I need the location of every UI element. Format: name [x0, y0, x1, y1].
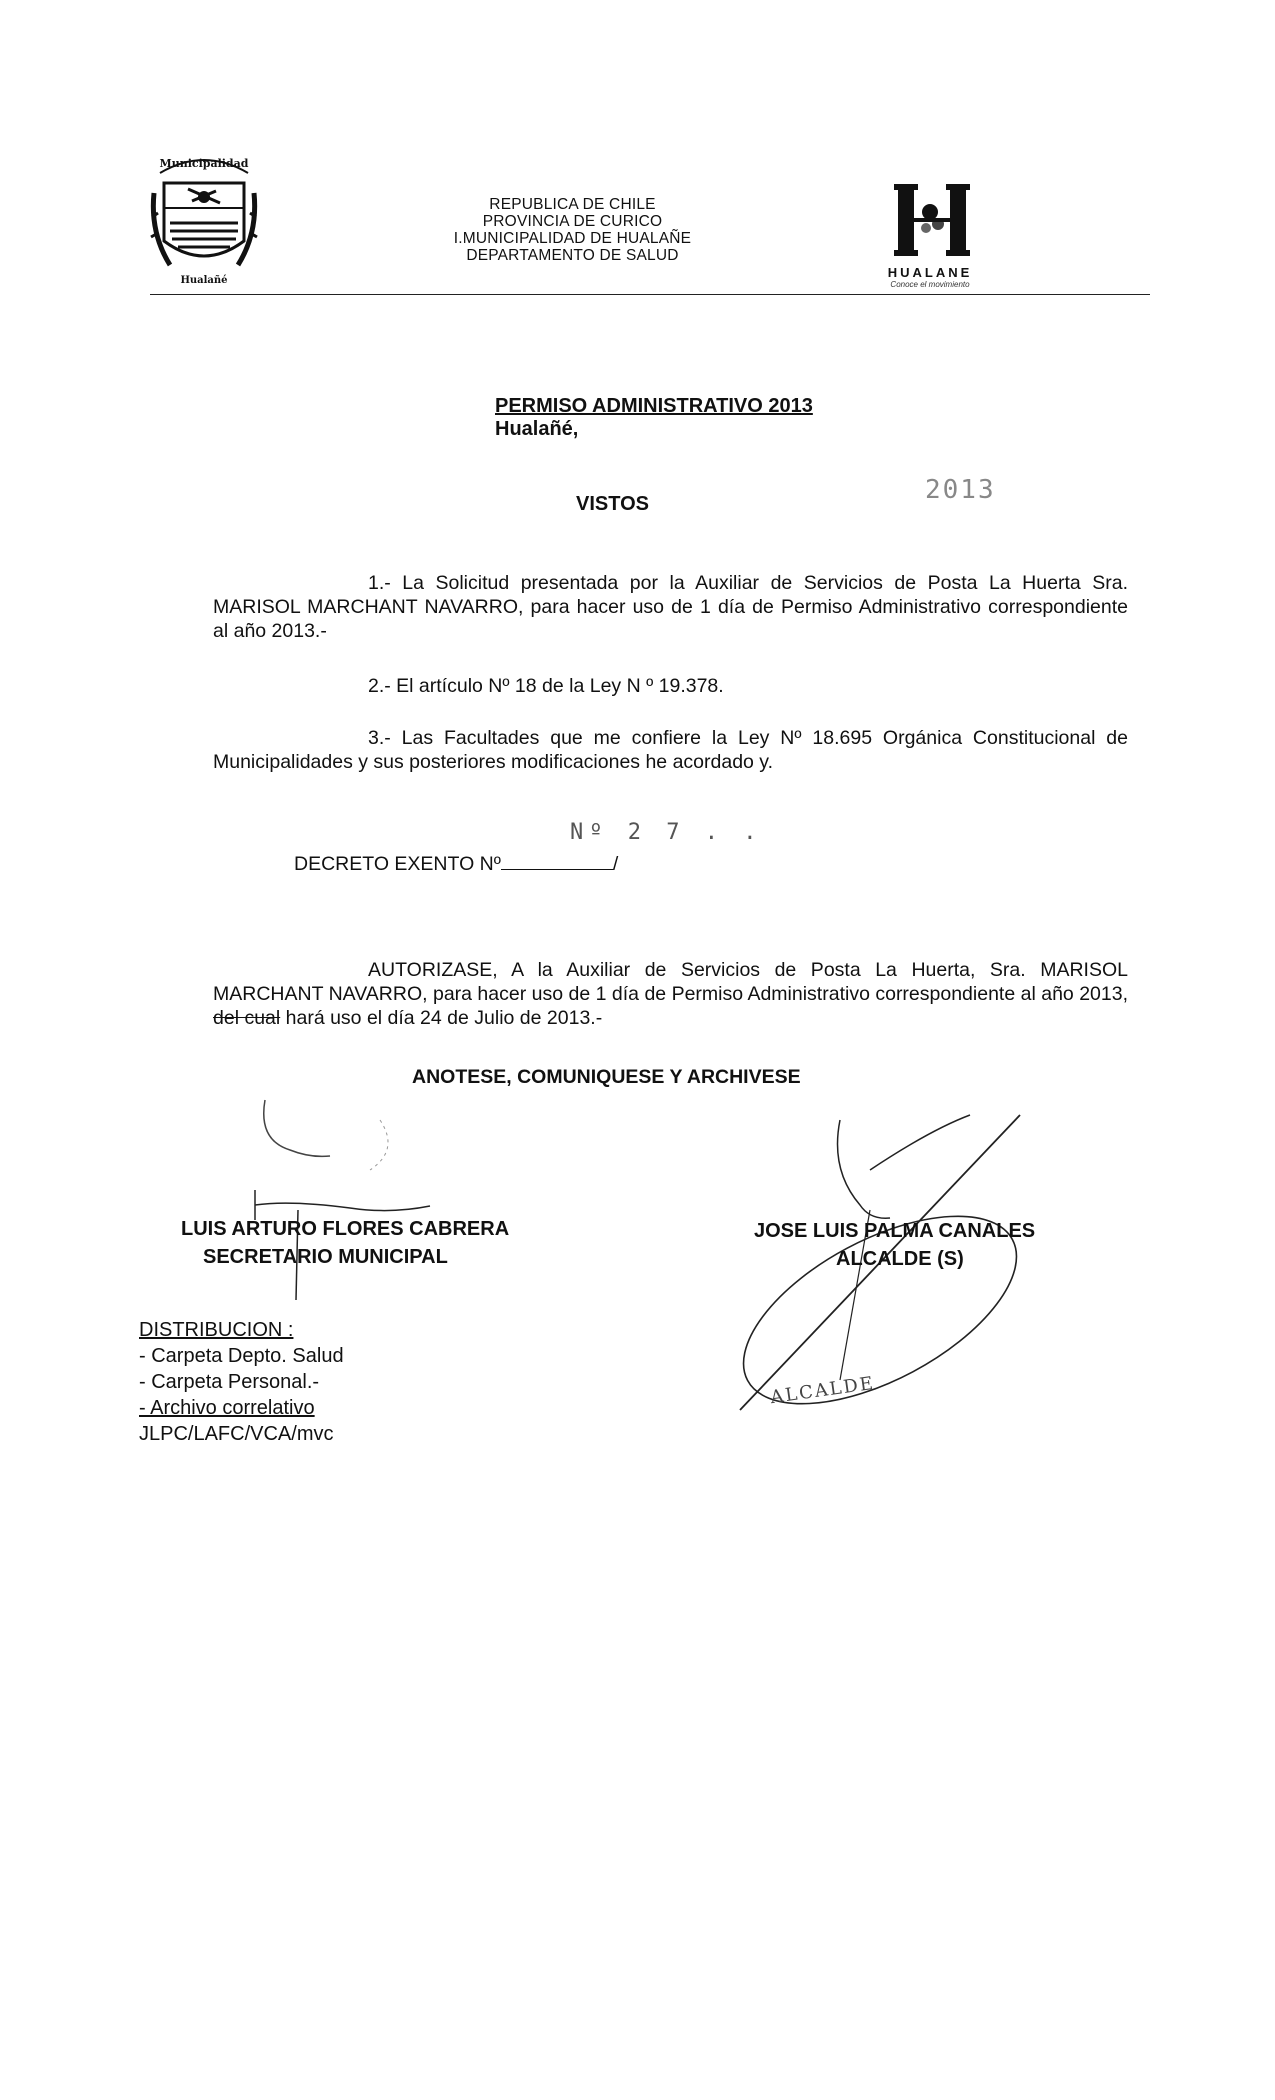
autorizase-text-2: hará uso el día 24 de Julio de 2013.-	[280, 1007, 603, 1029]
distribution-item: - Carpeta Depto. Salud	[139, 1345, 344, 1367]
left-signer-title: SECRETARIO MUNICIPAL	[203, 1246, 448, 1268]
right-signature-block	[754, 1217, 1035, 1273]
autorizase-text-1: AUTORIZASE, A la Auxiliar de Servicios de Posta La Huerta, Sra. MARISOL MARCHANT NAVARRO, para hacer uso de 1 día de Permiso Administrativo correspondiente al año 2013,	[213, 959, 1128, 1005]
header-line-4: DEPARTAMENTO DE SALUD	[466, 247, 679, 264]
header-line-2: PROVINCIA DE CURICO	[482, 213, 663, 230]
logo-tagline: Conoce el movimiento	[890, 280, 970, 289]
autorizase-struck-text: del cual	[213, 1007, 281, 1029]
right-signer-title: ALCALDE (S)	[836, 1248, 964, 1270]
header-block	[0, 196, 1275, 264]
page-title: PERMISO ADMINISTRATIVO 2013	[495, 395, 813, 417]
logo-name: HUALANE	[887, 265, 973, 280]
decreto-handwritten-number: Nº 2 7 . .	[570, 820, 763, 845]
left-signature-block	[181, 1215, 509, 1271]
decreto-line	[294, 851, 618, 876]
distribution-initials: JLPC/LAFC/VCA/mvc	[139, 1423, 334, 1445]
vistos-item-1: 1.- La Solicitud presentada por la Auxiliar de Servicios de Posta La Huerta Sra. MARISOL MARCHANT NAVARRO, para hacer uso de 1 día de Permiso Administrativo correspondiente al año 2013.-	[213, 572, 1128, 642]
vistos-item-3: 3.- Las Facultades que me confiere la Ley Nº 18.695 Orgánica Constitucional de Municipalidades y sus posteriores modificaciones he acordado y.	[213, 727, 1128, 773]
distribution-heading: DISTRIBUCION :	[139, 1319, 294, 1341]
left-signer-name: LUIS ARTURO FLORES CABRERA	[181, 1218, 510, 1240]
header-line-1: REPUBLICA DE CHILE	[489, 196, 656, 213]
distribution-item: - Archivo correlativo	[139, 1397, 315, 1419]
faint-stamp: 2013	[925, 475, 996, 505]
seal-bottom-text: Hualañé	[180, 275, 228, 286]
decreto-suffix: /	[612, 853, 619, 875]
autorizase-paragraph	[213, 958, 1128, 1030]
right-signer-name: JOSE LUIS PALMA CANALES	[754, 1220, 1036, 1242]
left-signature-scribble	[230, 1080, 490, 1310]
vistos-heading: VISTOS	[576, 493, 649, 515]
right-signature-scribble	[720, 1110, 1040, 1440]
decreto-label: DECRETO EXENTO Nº	[294, 853, 501, 875]
header-divider	[150, 294, 1150, 295]
hualane-logo	[880, 180, 1000, 292]
header-line-3: I.MUNICIPALIDAD DE HUALAÑE	[453, 230, 692, 247]
document-title-block	[495, 395, 813, 441]
vistos-item-2: 2.- El artículo Nº 18 de la Ley N º 19.378.	[368, 675, 724, 697]
decreto-number-blank	[501, 851, 613, 870]
document-place: Hualañé,	[495, 418, 579, 440]
seal-top-text: Municipalidad	[159, 157, 249, 170]
hualane-h-logo-icon	[880, 180, 1000, 260]
distribution-block	[139, 1317, 344, 1447]
closing-formula: ANOTESE, COMUNIQUESE Y ARCHIVESE	[412, 1066, 801, 1088]
alcalde-stamp-text: ALCALDE	[769, 1372, 877, 1409]
distribution-item: - Carpeta Personal.-	[139, 1371, 320, 1393]
